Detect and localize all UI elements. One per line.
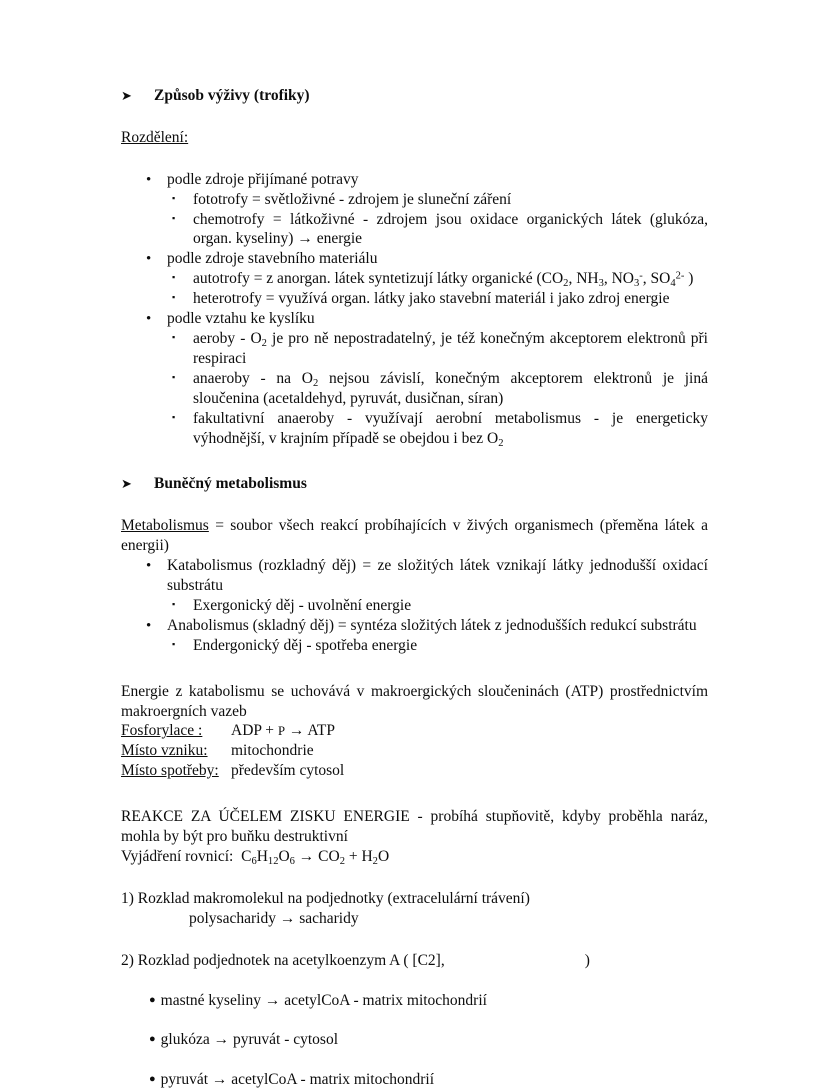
bullet-square-icon: ▪	[172, 411, 176, 422]
definition-value: ADP + P → ATP	[231, 722, 335, 740]
reaction-row	[121, 1030, 708, 1050]
bullet-square-icon: ▪	[172, 331, 176, 342]
list-item-text: chemotrofy = látkoživné - zdrojem jsou oxidace organických látek (glukóza, organ. kyseliny) → energie	[193, 210, 708, 248]
group-label: podle vztahu ke kyslíku	[167, 310, 315, 328]
reaction-row	[121, 1070, 708, 1090]
definition-value: především cytosol	[231, 762, 345, 780]
energy-paragraph: Energie z katabolismu se uchovává v makroergických sloučeninách (ATP) prostřednictvím makroergních vazeb	[121, 682, 708, 720]
bullet-square-icon: ▪	[172, 272, 176, 283]
bullet-dot-icon: ●	[149, 1033, 156, 1046]
definition-label: Fosforylace :	[121, 722, 203, 740]
section-heading-trofiky	[121, 86, 708, 106]
list-item-text: autotrofy = z anorgan. látek syntetizují látky organické ($CO_2$, $NH_3$, $NO_3^-$, $SO_4^{2-}$ )	[193, 270, 694, 290]
definition-label: Místo vzniku:	[121, 742, 208, 760]
list-item	[121, 249, 708, 269]
group-label: podle zdroje stavebního materiálu	[167, 250, 378, 268]
definition-rest: = soubor všech reakcí probíhajících v živých organismech (přeměna látek a energii)	[121, 517, 708, 555]
bullet-square-icon: ▪	[172, 598, 176, 609]
metabolismus-definition	[121, 516, 708, 556]
list-item	[121, 596, 708, 616]
list-item	[121, 210, 708, 250]
list-item	[121, 289, 708, 309]
bullet-disc-icon: •	[146, 311, 152, 328]
reakce-title: REAKCE ZA ÚČELEM ZISKU ENERGIE	[121, 808, 410, 826]
list-item	[121, 369, 708, 409]
reaction-text: pyruvát → acetylCoA - matrix mitochondrií	[160, 1071, 435, 1089]
definition-term: Metabolismus	[121, 517, 209, 535]
bullet-square-icon: ▪	[172, 638, 176, 649]
equation-line: Vyjádření rovnicí: $C_6H_{12}O_6 \to CO_2 + H_2O$	[121, 847, 390, 867]
list-item-text: fakultativní anaeroby - využívají aerobní metabolismus - je energeticky výhodnější, v krajním případě se obejdou i bez $O_2$	[193, 409, 708, 449]
bullet-disc-icon: •	[146, 251, 152, 268]
list-item	[121, 309, 708, 329]
definition-row-fosforylace	[121, 721, 708, 741]
subheading-rozdeleni	[121, 128, 708, 148]
arrow-marker-icon: ➤	[121, 476, 132, 492]
group-label: podle zdroje přijímané potravy	[167, 170, 359, 188]
step-2-closing: )	[584, 951, 590, 969]
step-2-text: 2) Rozklad podjednotek na acetylkoenzym A ( [C2],	[121, 951, 445, 969]
reaction-text: mastné kyseliny → acetylCoA - matrix mitochondrií	[160, 991, 487, 1009]
definition-value: mitochondrie	[231, 742, 314, 760]
bullet-disc-icon: •	[146, 558, 152, 575]
list-item-text: anaeroby - na $O_2$ nejsou závislí, konečným akceptorem elektronů je jiná sloučenina (acetaldehyd, pyruvát, dusičnan, síran)	[193, 369, 708, 407]
list-item	[121, 269, 708, 289]
list-item-text: Katabolismus (rozkladný děj) = ze složitých látek vznikají látky jednodušší oxidací substrátu	[167, 557, 708, 594]
definition-row-misto-spotreby	[121, 761, 708, 781]
reakce-title-rest: - probíhá stupňovitě, kdyby proběhla naráz, mohla by být pro buňku destruktivní	[121, 808, 709, 846]
bullet-square-icon: ▪	[172, 192, 176, 203]
list-item	[121, 329, 708, 369]
list-item-text: heterotrofy = využívá organ. látky jako stavební materiál i jako zdroj energie	[193, 290, 670, 308]
list-item	[121, 616, 708, 636]
reaction-row	[121, 991, 708, 1011]
bullet-square-icon: ▪	[172, 371, 176, 382]
step-1: 1) Rozklad makromolekul na podjednotky (extracelulární trávení)	[121, 889, 530, 907]
section-heading-metabolismus	[121, 474, 708, 494]
bullet-square-icon: ▪	[172, 292, 176, 303]
list-item	[121, 636, 708, 656]
list-item	[121, 409, 708, 449]
bullet-square-icon: ▪	[172, 212, 176, 223]
subheading-rozdeleni-text: Rozdělení:	[121, 128, 189, 146]
list-item	[121, 190, 708, 210]
step-1-sub: polysacharidy → sacharidy	[189, 909, 359, 927]
section-heading-trofiky-text: Způsob výživy (trofiky)	[154, 87, 310, 104]
list-item-text: Endergonický děj - spotřeba energie	[193, 636, 418, 654]
bullet-disc-icon: •	[146, 617, 152, 634]
list-item-text: Anabolismus (skladný děj) = syntéza složitých látek z jednodušších redukcí substrátu	[167, 616, 697, 634]
bullet-disc-icon: •	[146, 171, 152, 188]
step-2	[121, 951, 708, 971]
list-item-text: fototrofy = světloživné - zdrojem je sluneční záření	[193, 190, 512, 208]
bullet-dot-icon: ●	[149, 993, 156, 1006]
definition-label: Místo spotřeby:	[121, 762, 219, 780]
document-content	[121, 86, 708, 1090]
list-item	[121, 556, 708, 596]
reakce-paragraph	[121, 807, 708, 847]
list-item-text: aeroby - $O_2$ je pro ně nepostradatelný, je též konečným akceptorem elektronů při respiraci	[193, 329, 708, 367]
list-item-text: Exergonický děj - uvolnění energie	[193, 596, 412, 614]
section-heading-metabolismus-text: Buněčný metabolismus	[154, 475, 307, 493]
definition-row-misto-vzniku	[121, 741, 708, 761]
reaction-text: glukóza → pyruvát - cytosol	[160, 1031, 339, 1049]
arrow-marker-icon: ➤	[121, 88, 132, 103]
equation-label: Vyjádření rovnicí:	[121, 847, 234, 865]
bullet-dot-icon: ●	[149, 1073, 156, 1086]
list-item	[121, 170, 708, 190]
